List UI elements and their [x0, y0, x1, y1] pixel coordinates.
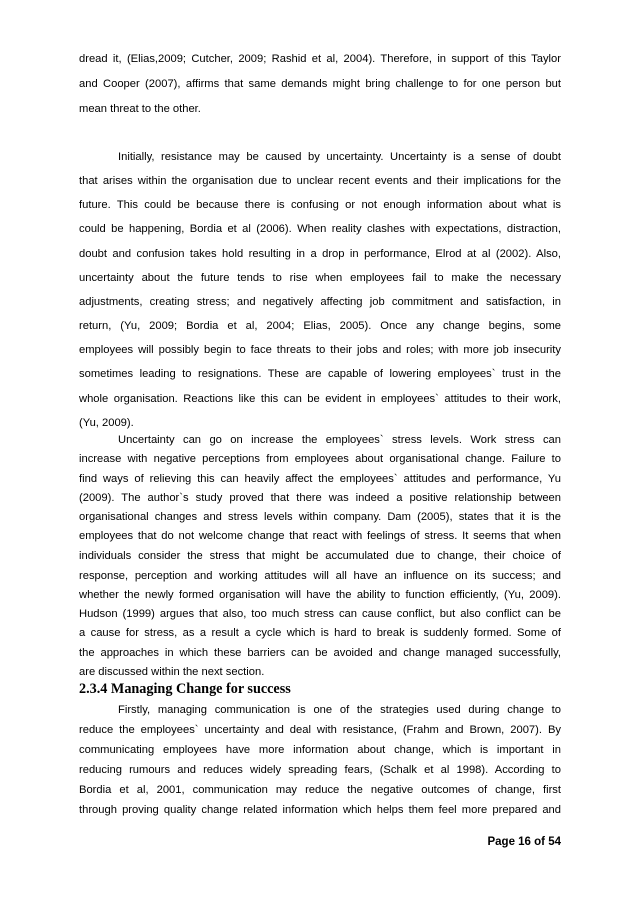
- text-line: a cause for stress, as a result a cycle which is hard to break is suddenly formed. Some of: [79, 627, 561, 639]
- text-line: Bordia et al, 2001, communication may reduce the negative outcomes of change, first: [79, 784, 561, 796]
- text-line: uncertainty about the future tends to rise when employees fail to make the necessary: [79, 272, 561, 284]
- text-line: whole organisation. Reactions like this can be evident in employees` attitudes to their work,: [79, 393, 561, 405]
- text-line: reduce the employees` uncertainty and deal with resistance, (Frahm and Brown, 2007). By: [79, 724, 561, 736]
- text-line: Uncertainty can go on increase the employees` stress levels. Work stress can: [118, 434, 561, 446]
- text-line: dread it, (Elias,2009; Cutcher, 2009; Rashid et al, 2004). Therefore, in support of this Taylor: [79, 53, 561, 65]
- text-line: through proving quality change related information which helps them feel more prepared and: [79, 804, 561, 816]
- text-line: find ways of relieving this can heavily affect the employees` attitudes and performance, Yu: [79, 473, 561, 485]
- text-line: sometimes leading to resignations. These are capable of lowering employees` trust in the: [79, 368, 561, 380]
- text-line: could be happening, Bordia et al (2006). When reality clashes with expectations, distraction,: [79, 223, 561, 235]
- text-line: that arises within the organisation due to unclear recent events and their implications for the: [79, 175, 561, 187]
- text-line: the approaches in which these barriers can be avoided and change managed successfully,: [79, 647, 561, 659]
- section-heading: 2.3.4 Managing Change for success: [79, 681, 291, 697]
- text-line: employees will possibly begin to face threats to their jobs and roles; with more job insecurity: [79, 344, 561, 356]
- page-number: Page 16 of 54: [487, 836, 561, 848]
- text-line: and Cooper (2007), affirms that same demands might bring challenge to for one person but: [79, 78, 561, 90]
- text-line: reducing rumours and reduces widely spreading fears, (Schalk et al 1998). According to: [79, 764, 561, 776]
- text-line: future. This could be because there is confusing or not enough information about what is: [79, 199, 561, 211]
- text-line: (2009). The author`s study proved that there was indeed a positive relationship between: [79, 492, 561, 504]
- text-line: response, perception and working attitudes will all have an influence on its success; and: [79, 570, 561, 582]
- text-line: individuals consider the stress that might be accumulated due to change, their choice of: [79, 550, 561, 562]
- text-line: employees that do not welcome change that react with feelings of stress. It seems that when: [79, 530, 561, 542]
- text-line: doubt and confusion takes hold resulting in a drop in performance, Elrod at al (2002). Also,: [79, 248, 561, 260]
- text-line: adjustments, creating stress; and negatively affecting job commitment and satisfaction, in: [79, 296, 561, 308]
- text-line: whether the newly formed organisation will have the ability to function efficiently, (Yu, 2009).: [79, 589, 561, 601]
- text-line: increase with negative perceptions from employees about organisational change. Failure to: [79, 453, 561, 465]
- text-line: (Yu, 2009).: [79, 417, 134, 429]
- text-line: are discussed within the next section.: [79, 666, 265, 678]
- text-line: return, (Yu, 2009; Bordia et al, 2004; Elias, 2005). Once any change begins, some: [79, 320, 561, 332]
- text-line: Initially, resistance may be caused by uncertainty. Uncertainty is a sense of doubt: [118, 151, 561, 163]
- text-line: Hudson (1999) argues that also, too much stress can cause conflict, but also conflict can be: [79, 608, 561, 620]
- text-line: Firstly, managing communication is one of the strategies used during change to: [118, 704, 561, 716]
- text-line: communicating employees have more information about change, which is important in: [79, 744, 561, 756]
- text-line: mean threat to the other.: [79, 103, 201, 115]
- text-line: organisational changes and stress levels within company. Dam (2005), states that it is the: [79, 511, 561, 523]
